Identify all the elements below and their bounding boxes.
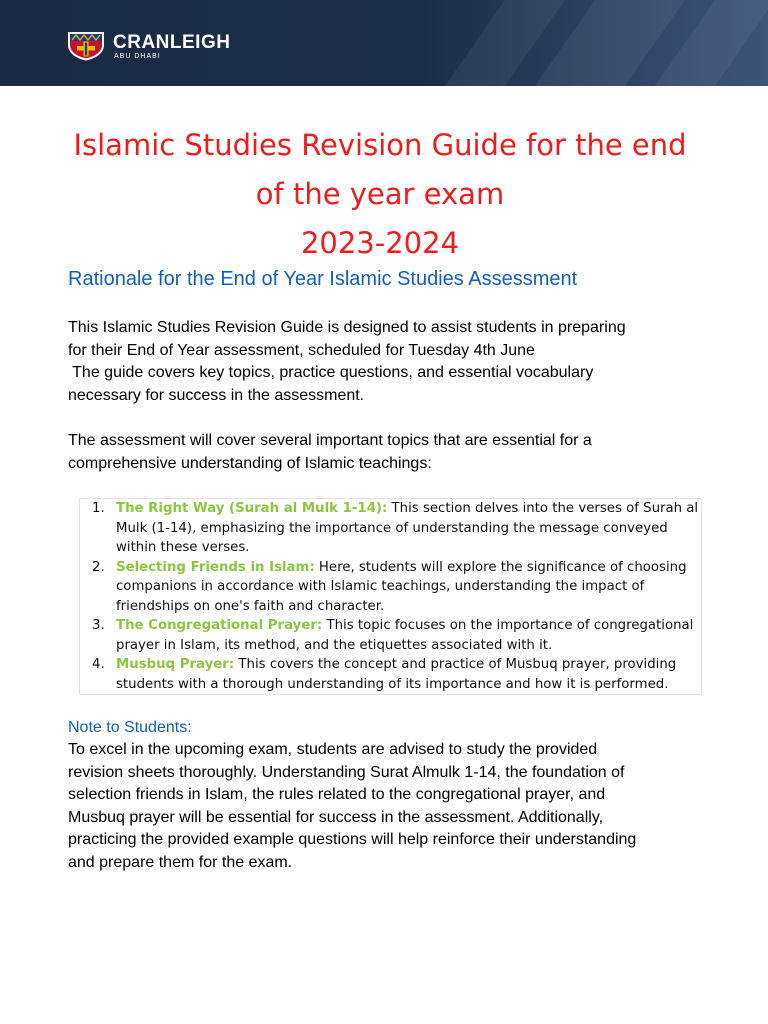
- topic-line: [116, 499, 706, 519]
- paragraph-line: practicing the provided example questions will help reinforce their understanding: [68, 831, 637, 848]
- paragraph-line: selection friends in Islam, the rules related to the congregational prayer, and: [68, 786, 606, 803]
- intro-paragraph: [68, 317, 728, 407]
- topic-line: Mulk (1-14), emphasizing the importance of understanding the message conveyed: [116, 520, 668, 536]
- school-crest-icon: [66, 31, 106, 61]
- topic-item: [80, 499, 706, 558]
- topic-item: [80, 558, 706, 617]
- topic-line: [116, 616, 706, 636]
- topic-number: 4.: [92, 657, 105, 672]
- topic-number: 1.: [92, 501, 105, 516]
- school-name-logo: CRANLEIGH: [113, 32, 231, 53]
- topic-line: prayer in Islam, its method, and the etiquettes associated with it.: [116, 637, 553, 653]
- title-line: of the year exam: [255, 177, 505, 211]
- paragraph-line: This Islamic Studies Revision Guide is designed to assist students in preparing: [68, 319, 626, 336]
- paragraph-line: The assessment will cover several important topics that are essential for a: [68, 432, 592, 449]
- note-heading: Note to Students:: [68, 719, 192, 736]
- topic-description: This section delves into the verses of Surah al: [387, 501, 699, 516]
- paragraph-line: revision sheets thoroughly. Understanding Surat Almulk 1-14, the foundation of: [68, 763, 625, 781]
- topic-title: Musbuq Prayer:: [116, 657, 235, 672]
- paragraph-line: Musbuq prayer will be essential for success in the assessment. Additionally,: [68, 808, 604, 826]
- topic-line: [116, 558, 706, 578]
- topic-description: Here, students will explore the significance of choosing: [314, 559, 687, 575]
- paragraph-line: for their End of Year assessment, scheduled for Tuesday 4th June: [68, 341, 535, 359]
- topic-title: The Congregational Prayer:: [116, 618, 323, 633]
- topic-line: within these verses.: [116, 540, 250, 555]
- topic-line: friendships on one's faith and character.: [116, 598, 385, 614]
- topics-list: [80, 499, 706, 694]
- topics-intro-paragraph: [68, 430, 728, 475]
- topic-description: This topic focuses on the importance of congregational: [322, 618, 694, 633]
- rationale-heading: Rationale for the End of Year Islamic Studies Assessment: [68, 268, 578, 290]
- title-line: 2023-2024: [300, 226, 460, 260]
- topic-number: 3.: [92, 618, 105, 633]
- paragraph-line: comprehensive understanding of Islamic teachings:: [68, 454, 432, 472]
- document-title: [40, 121, 720, 268]
- topic-line: students with a thorough understanding of its importance and how it is performed.: [116, 676, 669, 692]
- topic-number: 2.: [92, 559, 105, 575]
- paragraph-line: The guide covers key topics, practice questions, and essential vocabulary: [68, 364, 594, 381]
- topic-description: This covers the concept and practice of Musbuq prayer, providing: [234, 657, 677, 672]
- topic-item: [80, 655, 706, 694]
- topic-line: [116, 655, 706, 675]
- title-line: Islamic Studies Revision Guide for the end: [73, 128, 687, 162]
- header-banner: [0, 0, 768, 86]
- topics-list-box: [79, 498, 702, 695]
- topic-item: [80, 616, 706, 655]
- paragraph-line: To excel in the upcoming exam, students are advised to study the provided: [68, 741, 598, 758]
- paragraph-line: and prepare them for the exam.: [68, 853, 293, 871]
- note-paragraph: [68, 739, 728, 874]
- topic-title: The Right Way (Surah al Mulk 1-14):: [116, 501, 388, 516]
- topic-title: Selecting Friends in Islam:: [116, 559, 315, 575]
- school-location-logo: ABU DHABI: [114, 53, 161, 60]
- topic-line: companions in accordance with Islamic teachings, understanding the impact of: [116, 579, 645, 594]
- paragraph-line: necessary for success in the assessment.: [68, 386, 365, 404]
